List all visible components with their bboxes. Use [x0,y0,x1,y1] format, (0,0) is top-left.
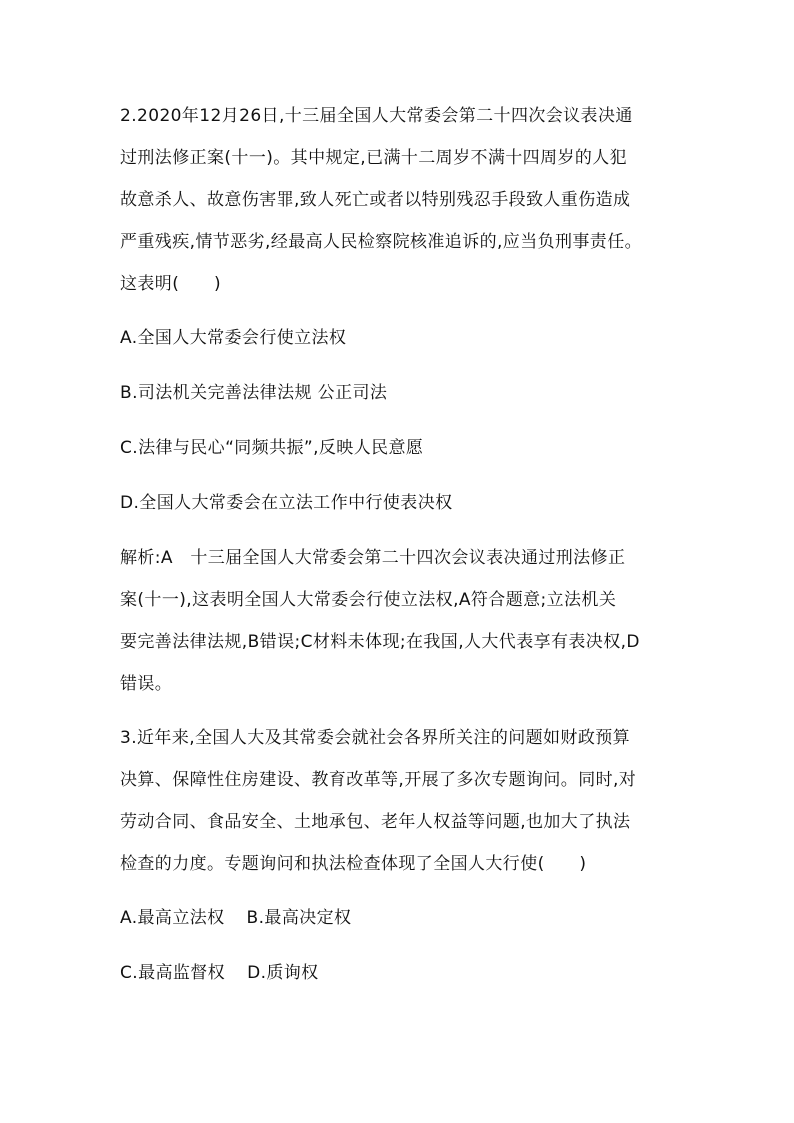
q3-option-c: C.最高监督权 [120,963,226,983]
q2-stem-line-2: 过刑法修正案(十一)。其中规定,已满十二周岁不满十四周岁的人犯 [120,148,628,168]
q2-stem-line-1: 2.2020年12月26日,十三届全国人大常委会第二十四次会议表决通 [120,106,633,126]
q2-stem-line-4: 严重残疾,情节恶劣,经最高人民检察院核准追诉的,应当负刑事责任。 [120,232,643,252]
q2-stem-line-5: 这表明( ) [120,274,222,294]
q2-stem-line-3: 故意杀人、故意伤害罪,致人死亡或者以特别残忍手段致人重伤造成 [120,190,631,210]
q2-analysis-line-3: 要完善法律法规,B错误;C材料未体现;在我国,人大代表享有表决权,D [120,632,640,652]
q3-options-row-2 [120,961,720,985]
q3-option-d: D.质询权 [247,963,319,983]
q3-stem-line-3: 劳动合同、食品安全、土地承包、老年人权益等问题,也加大了执法 [120,812,631,832]
q3-option-b: B.最高决定权 [246,908,352,928]
q2-option-b: B.司法机关完善法律法规 公正司法 [120,383,388,403]
q3-stem-line-4: 检查的力度。专题询问和执法检查体现了全国人大行使( ) [120,854,587,874]
q2-analysis-line-1: 解析:A 十三届全国人大常委会第二十四次会议表决通过刑法修正 [120,548,626,568]
q2-analysis-line-2: 案(十一),这表明全国人大常委会行使立法权,A符合题意;立法机关 [120,590,617,610]
q3-stem-line-2: 决算、保障性住房建设、教育改革等,开展了多次专题询问。同时,对 [120,770,637,790]
q3-stem-line-1: 3.近年来,全国人大及其常委会就社会各界所关注的问题如财政预算 [120,728,631,748]
q3-options-row-1 [120,906,720,930]
q2-option-d: D.全国人大常委会在立法工作中行使表决权 [120,493,453,513]
q2-option-a: A.全国人大常委会行使立法权 [120,328,347,348]
q3-option-a: A.最高立法权 [120,908,225,928]
q2-analysis-line-4: 错误。 [120,674,173,694]
q2-option-c: C.法律与民心“同频共振”,反映人民意愿 [120,438,424,458]
